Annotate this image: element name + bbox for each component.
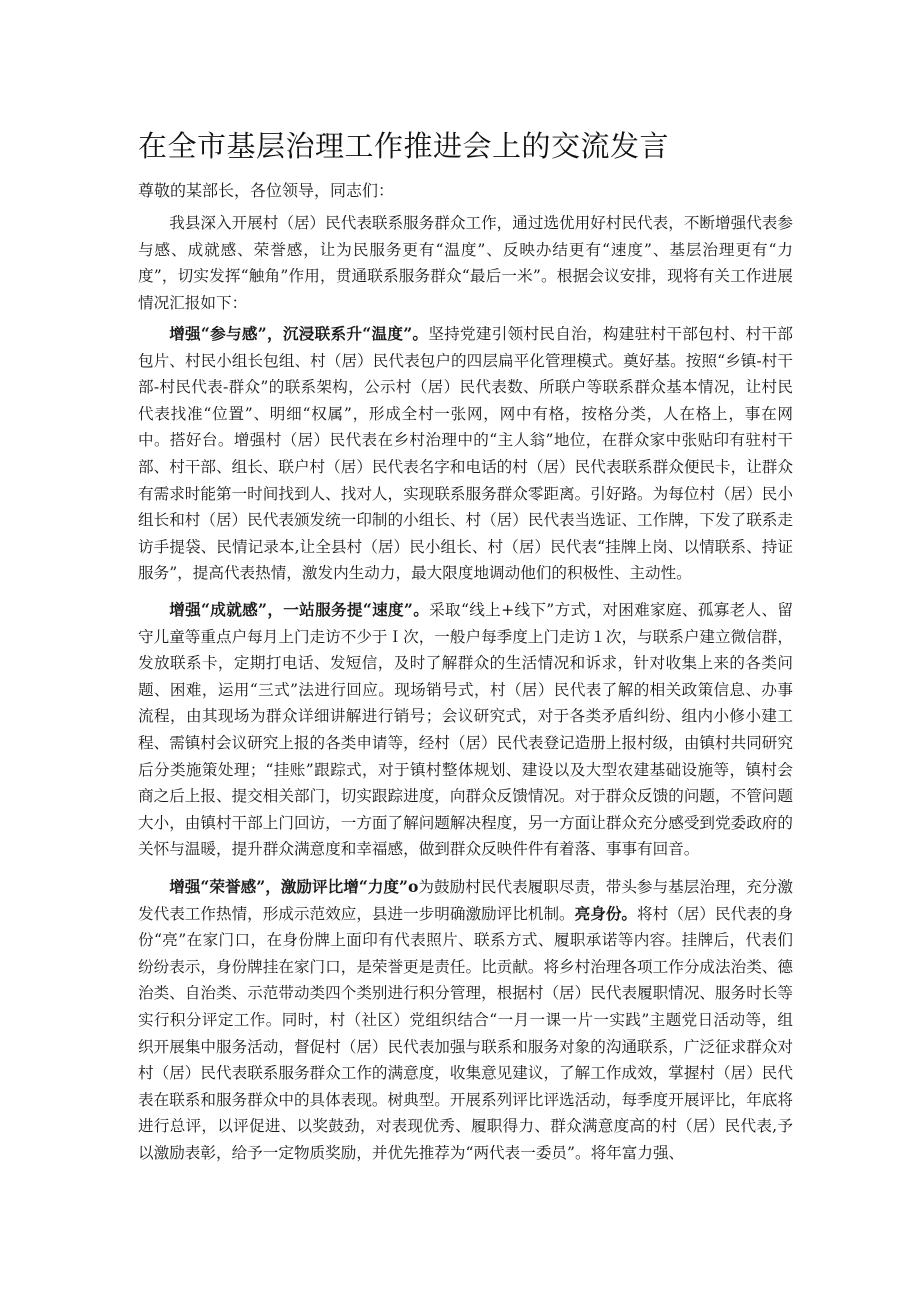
section-honor-text-a: 为鼓励村民代表履职尽责，带头参与基层治理，充分激发代表工作热情，形成示范效应，县进一步明确激励评比机制。: [138, 878, 793, 923]
section-achievement-text: 采取“线上+线下”方式，对困难家庭、孤寡老人、留守儿童等重点户每月上门走访不少于Ｉ次，一般户每季度上门走访１次，与联系户建立微信群，发放联系卡，定期打电话、发短信，及时了解群众的生活情况和诉求，针对收集上来的各类问题、困难，运用“三式”法进行回应。现场销号式，村（居）民代表了解的相关政策信息、办事流程，由其现场为群众详细讲解进行销号；会议研究式，对于各类矛盾纠纷、组内小修小建工程、需镇村会议研究上报的各类申请等，经村（居）民代表登记造册上报村级，由镇村共同研究后分类施策处理；“挂账”跟踪式，对于镇村整体规划、建设以及大型农建基础设施等，镇村会商之后上报、提交相关部门，切实跟踪进度，向群众反馈情况。对于群众反馈的问题，不管问题大小，由镇村干部上门回访，一方面了解问题解决程度，另一方面让群众充分感受到党委政府的关怀与温暖，提升群众满意度和幸福感，做到群众反映件件有着落、事事有回音。: [138, 601, 793, 859]
document-title: 在全市基层治理工作推进会上的交流发言: [138, 129, 670, 163]
section-honor-strong: 亮身份。: [574, 903, 638, 923]
section-participation-paragraph: [138, 321, 793, 587]
section-honor-paragraph: [138, 874, 793, 1167]
section-participation-text: 坚持党建引领村民自治，构建驻村干部包村、村干部包片、村民小组长包组、村（居）民代表包户的四层扁平化管理模式。奠好基。按照“乡镇-村干部-村民代表-群众”的联系架构，公示村（居）民代表数、所联户等联系群众基本情况，让村民代表找准“位置”、明细“权属”，形成全村一张网，网中有格，按格分类，人在格上，事在网中。搭好台。增强村（居）民代表在乡村治理中的“主人翁”地位，在群众家中张贴印有驻村干部、村干部、组长、联户村（居）民代表名字和电话的村（居）民代表联系群众便民卡，让群众有需求时能第一时间找到人、找对人，实现联系服务群众零距离。引好路。为每位村（居）民小组长和村（居）民代表颁发统一印制的小组长、村（居）民代表当选证、工作牌，下发了联系走访手提袋、民情记录本,让全县村（居）民小组长、村（居）民代表“挂牌上岗、以情联系、持证服务”，提高代表热情，激发内生动力，最大限度地调动他们的积极性、主动性。: [138, 325, 793, 583]
section-honor-text-b: 将村（居）民代表的身份“亮”在家门口，在身份牌上面印有代表照片、联系方式、履职承诺等内容。挂牌后，代表们纷纷表示，身份牌挂在家门口，是荣誉更是责任。比贡献。将乡村治理各项工作分成法治类、德治类、自治类、示范带动类四个类别进行积分管理，根据村（居）民代表履职情况、服务时长等实行积分评定工作。同时，村（社区）党组织结合“一月一课一片一实践”主题党日活动等，组织开展集中服务活动，督促村（居）民代表加强与联系和服务对象的沟通联系，广泛征求群众对村（居）民代表联系服务群众工作的满意度，收集意见建议，了解工作成效，掌握村（居）民代表在联系和服务群众中的具体表现。树典型。开展系列评比评选活动，每季度开展评比，年底将进行总评，以评促进、以奖鼓劲，对表现优秀、履职得力、群众满意度高的村（居）民代表,予以激励表彰，给予一定物质奖励，并优先推荐为“两代表一委员”。将年富力强、: [138, 904, 793, 1162]
section-honor-heading: 增强“荣誉感”，激励评比增“力度”o: [169, 877, 419, 896]
intro-text: 我县深入开展村（居）民代表联系服务群众工作，通过选优用好村民代表，不断增强代表参与感、成就感、荣誉感，让为民服务更有“温度”、反映办结更有“速度”、基层治理更有“力度”，切实发挥“触角”作用，贯通联系服务群众“最后一米”。根据会议安排，现将有关工作进展情况汇报如下：: [138, 214, 793, 312]
intro-paragraph: [138, 210, 793, 316]
section-achievement-paragraph: [138, 597, 793, 863]
section-participation-heading: 增强“参与感”，沉浸联系升“温度”。: [169, 324, 429, 343]
salutation: 尊敬的某部长，各位领导，同志们：: [138, 181, 395, 200]
section-achievement-heading: 增强“成就感”，一站服务提“速度”。: [169, 600, 430, 619]
